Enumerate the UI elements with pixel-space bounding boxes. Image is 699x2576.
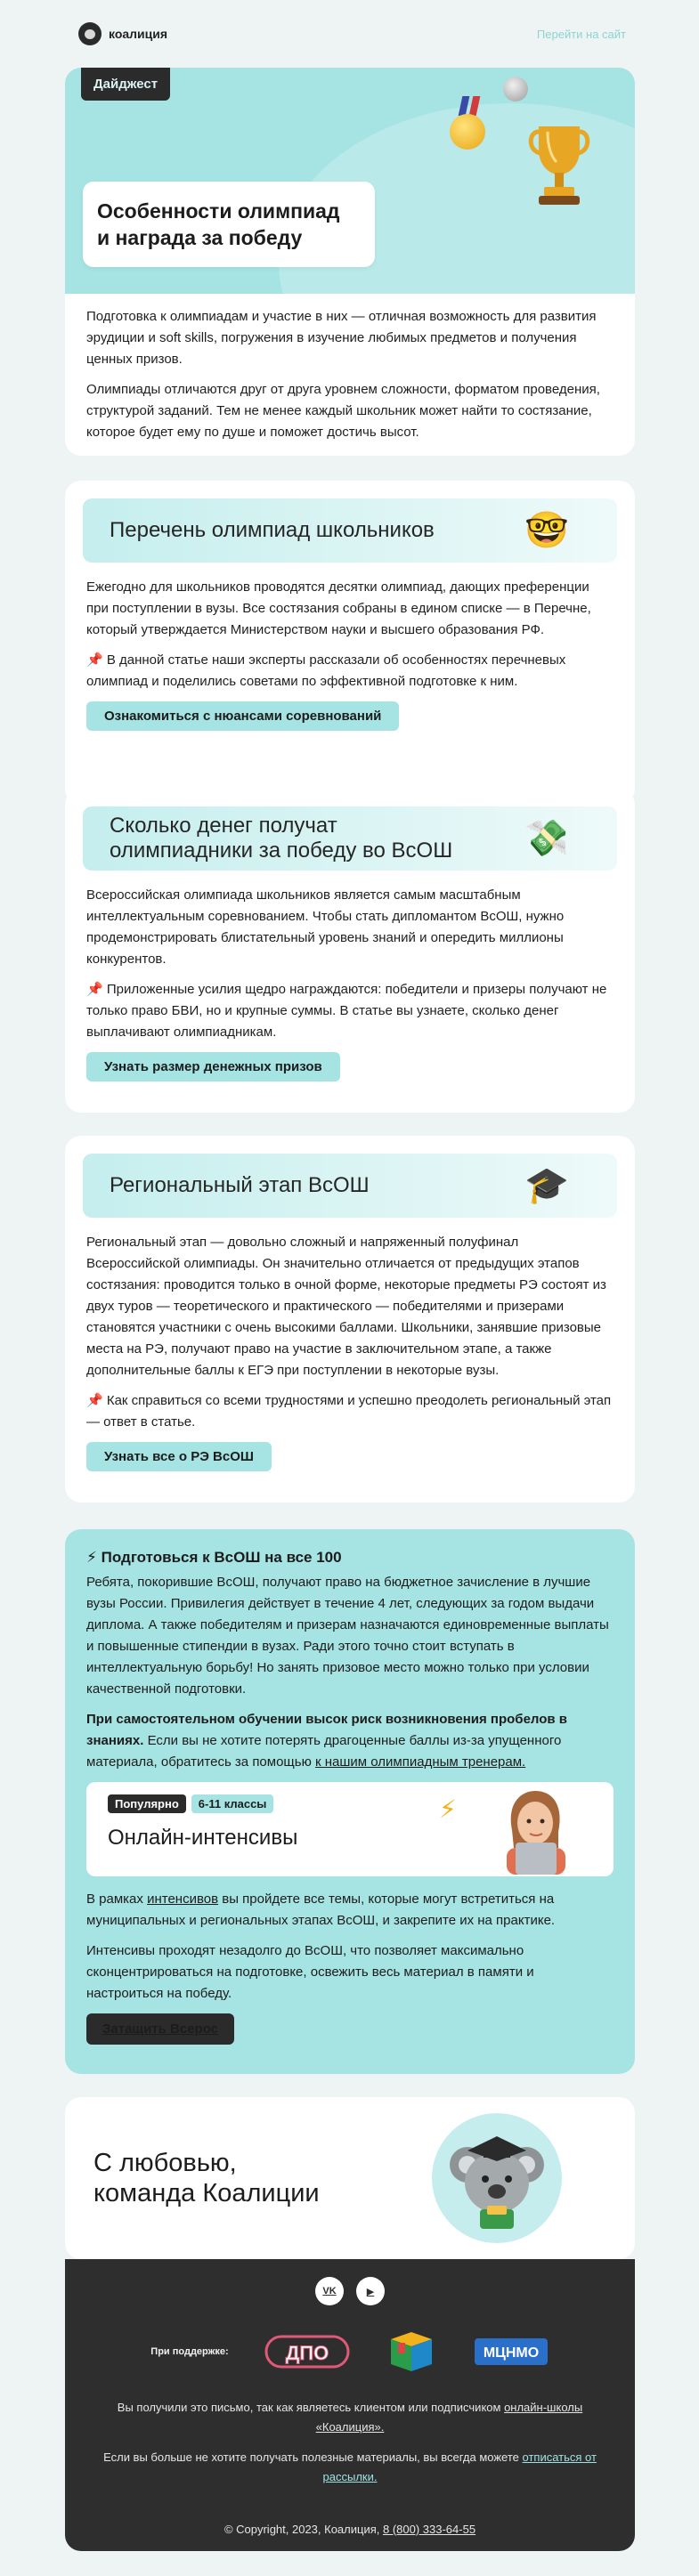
intensive-card[interactable] <box>86 1782 614 1876</box>
hero-card <box>65 68 635 456</box>
section-header <box>83 806 617 871</box>
vsosh-cta-button[interactable]: Затащить Всерос <box>86 2013 234 2045</box>
lightning-icon: ⚡ <box>439 1795 457 1823</box>
hero-paragraph-2: Олимпиады отличаются друг от друга уровнем сложности, форматом проведения, структурой заданий. Тем не менее каждый школьник может найти то состязание, которое будет ему по душе и поможет достичь высот. <box>86 382 600 440</box>
hero-body <box>65 294 635 443</box>
section-prize-money <box>65 789 635 1113</box>
nerd-face-icon: 🤓 <box>524 511 569 550</box>
money-with-wings-icon: 💸 <box>524 819 569 858</box>
section-body <box>83 577 617 731</box>
trainers-link[interactable]: к нашим олимпиадным тренерам. <box>315 1754 526 1770</box>
copyright-text: © Copyright, 2023, Коалиция, <box>224 2523 383 2536</box>
teacher-avatar-icon <box>494 1786 574 1875</box>
vk-icon[interactable]: VK <box>315 2277 344 2305</box>
section-paragraph-2: 📌 Приложенные усилия щедро награждаются: победители и призеры получают не только право БВИ, но и крупные суммы. В статье вы узнаете, сколько денег выплачивают олимпиадникам. <box>86 982 607 1040</box>
hero-title-line-1: Особенности олимпиад <box>97 199 340 223</box>
support-label: При поддержке: <box>150 2346 229 2357</box>
signoff-line-1: С любовью, <box>93 2149 237 2177</box>
cube-partner-logo <box>386 2333 437 2370</box>
promo-bold-text: При самостоятельном обучении высок риск возникновения пробелов в знаниях. <box>86 1712 568 1748</box>
promo-title: ⚡ Подготовься к ВсОШ на все 100 <box>86 1549 342 1566</box>
digest-tag: Дайджест <box>81 68 170 101</box>
promo-paragraph-2 <box>86 1709 614 1773</box>
school-link[interactable]: онлайн-школы «Коалиция». <box>315 2401 583 2434</box>
mcnmo-logo-text: МЦНМО <box>483 2345 539 2361</box>
promo-text: вы пройдете все темы, которые могут встретиться на муниципальных и региональных этапах ВсОШ, и закрепите их на практике. <box>86 1891 556 1928</box>
section-body <box>83 1232 617 1471</box>
section-title: Региональный этап ВсОШ <box>110 1173 370 1197</box>
section-header <box>83 1154 617 1218</box>
promo-paragraph-1: Ребята, покорившие ВсОШ, получают право на бюджетное зачисление в лучшие вузы России. Привилегия действует в течение 4 лет, следующих за годом выдачи диплома. А также победителям и призерам назначаются единовременные выплаты и повышенные стипендии в вузах. Ради этого точно стоит вступать в интеллектуальную борьбу! Но занять призовое место можно только при условии качественной подготовки. <box>86 1575 609 1697</box>
section-body <box>83 885 617 1081</box>
section-regional-stage <box>65 1136 635 1503</box>
section-header <box>83 498 617 563</box>
popular-badge: Популярно <box>108 1794 186 1813</box>
section-olympiad-list <box>65 481 635 805</box>
hero-title-line-2: и награда за победу <box>97 226 303 249</box>
signoff-text <box>93 2148 320 2208</box>
section-paragraph-1: Ежегодно для школьников проводятся десятки олимпиад, дающих преференции при поступлении в вузы. Все состязания собраны в едином списке — в Перечне, который утверждается Министерством науки и высшего образования РФ. <box>86 579 591 637</box>
section-title-line-2: олимпиадники за победу во ВсОШ <box>110 838 453 863</box>
prize-size-button[interactable]: Узнать размер денежных призов <box>86 1052 340 1081</box>
youtube-icon[interactable]: ▶ <box>356 2277 385 2305</box>
section-title <box>110 814 452 863</box>
promo-paragraph-4: Интенсивы проходят незадолго до ВсОШ, что позволяет максимально сконцентрироваться на подготовке, освежить весь материал в памяти и настроиться на победу. <box>86 1943 534 2001</box>
go-to-site-link[interactable]: Перейти на сайт <box>536 27 626 41</box>
promo-text: В рамках <box>86 1891 148 1907</box>
email-header <box>0 0 699 68</box>
section-paragraph-1: Всероссийская олимпиада школьников является самым масштабным интеллектуальным соревнованием. Чтобы стать дипломантом ВсОШ, нужно продемонстрировать блистательный уровень знаний и опередить миллионы конкурентов. <box>86 887 565 967</box>
logo[interactable] <box>78 22 167 45</box>
hero-banner <box>65 68 635 294</box>
gold-medal-icon <box>450 114 485 150</box>
signoff-line-2: команда Коалиции <box>93 2179 320 2207</box>
section-paragraph-2: 📌 В данной статье наши эксперты рассказали об особенностях перечневых олимпиад и поделились советами по эффективной подготовке к ним. <box>86 652 566 689</box>
grades-badge: 6-11 классы <box>191 1794 274 1813</box>
regional-stage-button[interactable]: Узнать все о РЭ ВсОШ <box>86 1442 272 1471</box>
footer <box>65 2259 635 2551</box>
logo-text: коалиция <box>109 27 168 41</box>
phone-link[interactable]: 8 (800) 333-64-55 <box>382 2523 476 2536</box>
copyright <box>65 2523 635 2536</box>
unsubscribe-link[interactable]: отписаться от рассылки. <box>322 2450 597 2483</box>
section-title-line-1: Сколько денег получат <box>110 814 337 838</box>
unsubscribe-note <box>65 2448 635 2487</box>
hero-paragraph-1: Подготовка к олимпиадам и участие в них — отличная возможность для развития эрудиции и soft skills, погружения в изучение любимых предметов и получения ценных призов. <box>86 309 597 367</box>
section-paragraph-1: Региональный этап — довольно сложный и напряженный полуфинал Всероссийской олимпиады. Он значительно отличается от предыдущих этапов состязания: проводится только в очной форме, некоторые предметы РЭ состоят из двух туров — теоретического и практического — победителями и призерами становятся участники с очень высокими баллами. Школьники, занявшие призовые места на РЭ, получают право на участие в заключительном этапе, а также дополнительные баллы к ЕГЭ при поступлении в некоторые вузы. <box>86 1235 606 1378</box>
promo-text: Если вы не хотите потерять драгоценные баллы из-за упущенного материала, обратитесь за помощью <box>86 1733 562 1770</box>
footer-text: Вы получили это письмо, так как являетесь клиентом или подписчиком <box>117 2401 505 2414</box>
social-links <box>65 2259 635 2305</box>
promo-card <box>65 1529 635 2074</box>
mcnmo-logo <box>473 2333 549 2370</box>
section-title: Перечень олимпиад школьников <box>110 518 435 542</box>
intensive-title: Онлайн-интенсивы <box>108 1826 298 1850</box>
dpo-logo-text: ДПО <box>285 2342 329 2364</box>
trophy-icon <box>528 119 590 208</box>
koala-logo-icon <box>78 22 102 45</box>
dpo-logo <box>264 2333 350 2370</box>
learn-nuances-button[interactable]: Ознакомиться с нюансами соревнований <box>86 701 399 731</box>
subscription-note <box>65 2398 635 2437</box>
hero-title <box>83 182 375 267</box>
silver-medal-icon <box>503 77 528 101</box>
graduation-cap-icon: 🎓 <box>524 1166 569 1205</box>
intensives-link[interactable]: интенсивов <box>147 1891 219 1907</box>
section-paragraph-2: 📌 Как справиться со всеми трудностями и успешно преодолеть региональный этап — ответ в статье. <box>86 1393 612 1430</box>
koala-mascot-icon <box>432 2113 562 2243</box>
partners <box>65 2325 635 2378</box>
footer-text: Если вы больше не хотите получать полезные материалы, вы всегда можете <box>103 2450 523 2464</box>
signoff-card <box>65 2097 635 2259</box>
promo-paragraph-3 <box>86 1889 614 1932</box>
